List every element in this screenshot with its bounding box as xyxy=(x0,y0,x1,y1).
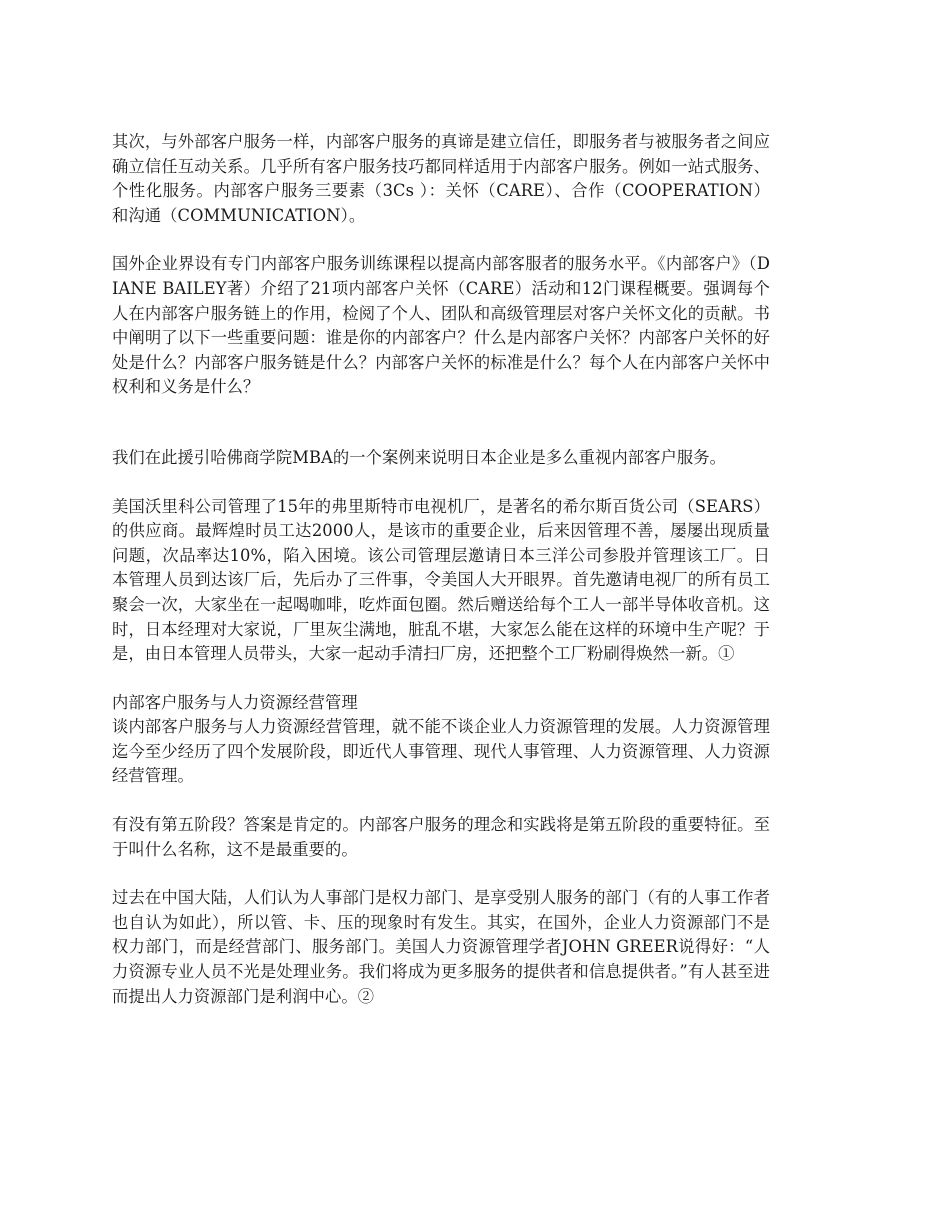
paragraph-harvard-case-intro: 我们在此援引哈佛商学院MBA的一个案例来说明日本企业是多么重视内部客户服务。 xyxy=(112,447,727,467)
paragraph-hr-development-stages: 谈内部客户服务与人力资源经营管理，就不能不谈企业人力资源管理的发展。人力资源管理迄今至少经历了四个发展阶段，即近代人事管理、现代人事管理、人力资源管理、人力资源经营管理。 xyxy=(112,717,770,786)
paragraph-hr-as-service: 过去在中国大陆，人们认为人事部门是权力部门、是享受别人服务的部门（有的人事工作者也自认为如此），所以管、卡、压的现象时有发生。其实，在国外，企业人力资源部门不是权力部门，而是经营部门、服务部门。美国人力资源管理学者JOHN GREER说得好：“人力资源专业人员不光是处理业务。我们将成为更多服务的提供者和信息提供者。”有人甚至进而提出人力资源部门是利润中心。② xyxy=(112,888,770,1006)
paragraph-fifth-stage: 有没有第五阶段？答案是肯定的。内部客户服务的理念和实践将是第五阶段的重要特征。至于叫什么名称，这不是最重要的。 xyxy=(112,815,770,859)
section-heading: 内部客户服务与人力资源经营管理 xyxy=(112,692,358,712)
paragraph-internal-customer-training: 国外企业界设有专门内部客户服务训练课程以提高内部客服者的服务水平。《内部客户》（DIANE BAILEY著）介绍了21项内部客户关怀（CARE）活动和12门课程概要。强调每个人在内部客户服务链上的作用，检阅了个人、团队和高级管理层对客户关怀文化的贡献。书中阐明了以下一些重要问题：谁是你的内部客户？什么是内部客户关怀？内部客户关怀的好处是什么？内部客户服务链是什么？内部客户关怀的标准是什么？每个人在内部客户关怀中权利和义务是什么？ xyxy=(112,254,770,397)
document-body xyxy=(112,130,770,1009)
paragraph-internal-customer-service-trust: 其次，与外部客户服务一样，内部客户服务的真谛是建立信任，即服务者与被服务者之间应确立信任互动关系。几乎所有客户服务技巧都同样适用于内部客户服务。例如一站式服务、个性化服务。内部客户服务三要素（3Cs ）：关怀（CARE）、合作（COOPERATION）和沟通（COMMUNICATION）。 xyxy=(112,132,770,225)
paragraph-sanyo-case: 美国沃里科公司管理了15年的弗里斯特市电视机厂，是著名的希尔斯百货公司（SEARS）的供应商。最辉煌时员工达2000人，是该市的重要企业，后来因管理不善，屡屡出现质量问题，次品率达10%，陷入困境。该公司管理层邀请日本三洋公司参股并管理该工厂。日本管理人员到达该厂后，先后办了三件事，令美国人大开眼界。首先邀请电视厂的所有员工聚会一次，大家坐在一起喝咖啡，吃炸面包圈。然后赠送给每个工人一部半导体收音机。这时，日本经理对大家说，厂里灰尘满地，脏乱不堪，大家怎么能在这样的环境中生产呢？于是，由日本管理人员带头，大家一起动手清扫厂房，还把整个工厂粉刷得焕然一新。① xyxy=(112,496,770,664)
